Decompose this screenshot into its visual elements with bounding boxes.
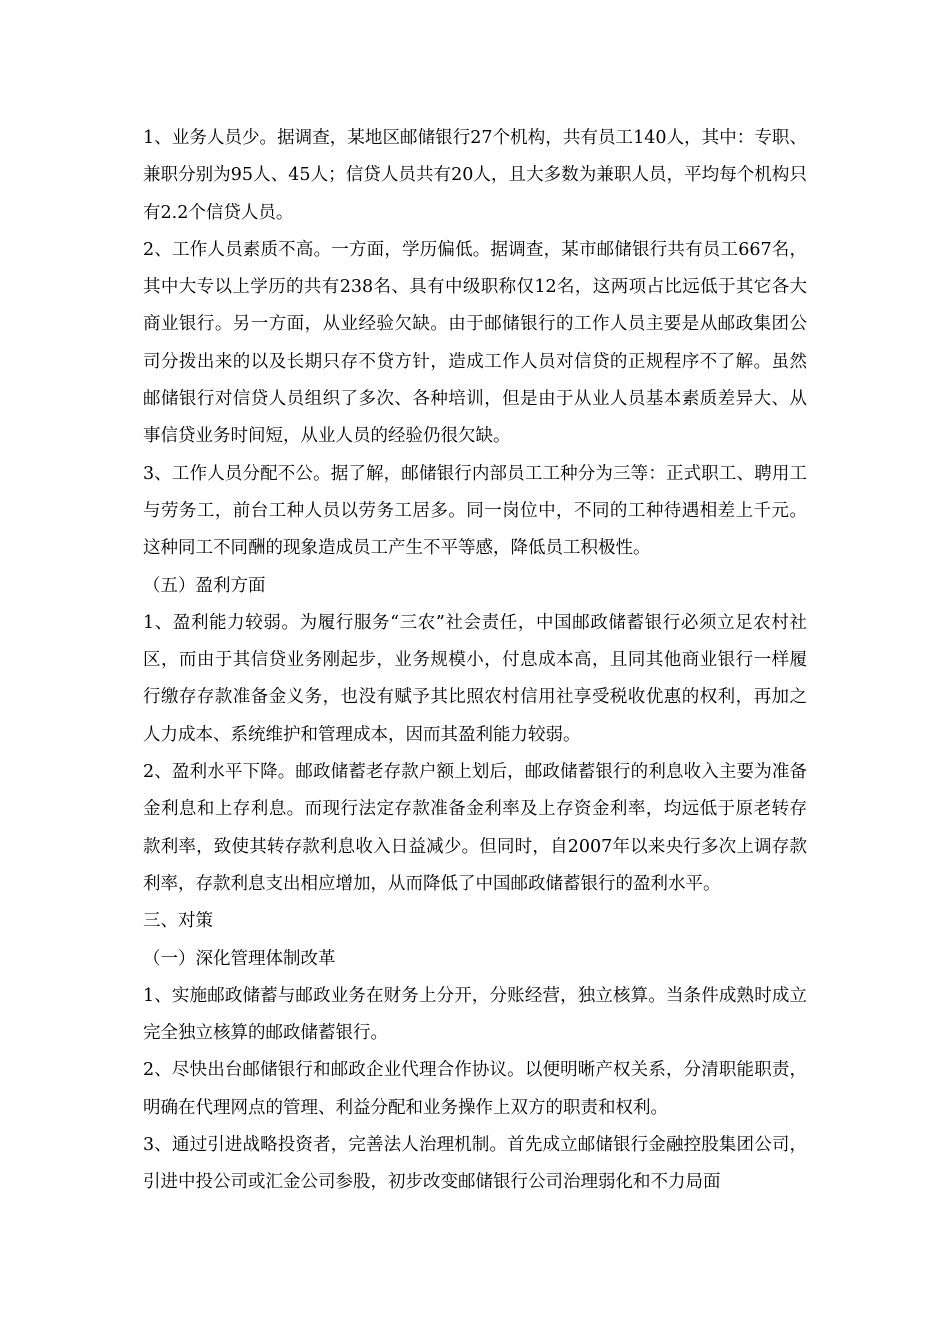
paragraph-agency-agreement: 2、尽快出台邮储银行和邮政企业代理合作协议。以便明晰产权关系，分清职能职责，明确在代理网点的管理、利益分配和业务操作上双方的职责和权利。 [143,1060,807,1118]
paragraph-profit-level: 2、盈利水平下降。邮政储蓄老存款户额上划后，邮政储蓄银行的利息收入主要为准备金利息和上存利息。而现行法定存款准备金利率及上存资金利率，均远低于原老转存款利率，致使其转存款利息收入日益减少。但同时，自2007年以来央行多次上调存款利率，存款利息支出相应增加，从而降低了中国邮政储蓄银行的盈利水平。 [143,762,807,894]
section-heading-countermeasures: 三、对策 [143,911,213,932]
paragraph-strategic-investors: 3、通过引进战略投资者，完善法人治理机制。首先成立邮储银行金融控股集团公司，引进中投公司或汇金公司参股，初步改变邮储银行公司治理弱化和不力局面 [143,1135,807,1193]
section-heading-profit: （五）盈利方面 [143,575,266,596]
paragraph-profit-ability: 1、盈利能力较弱。为履行服务“三农”社会责任，中国邮政储蓄银行必须立足农村社区，而由于其信贷业务刚起步，业务规模小，付息成本高，且同其他商业银行一样履行缴存存款准备金义务，也没有赋予其比照农村信用社享受税收优惠的权利，再加之人力成本、系统维护和管理成本，因而其盈利能力较弱。 [143,612,807,745]
paragraph-staff-allocation: 3、工作人员分配不公。据了解，邮储银行内部员工工种分为三等：正式职工、聘用工与劳务工，前台工种人员以劳务工居多。同一岗位中，不同的工种待遇相差上千元。这种同工不同酬的现象造成员工产生不平等感，降低员工积极性。 [143,463,807,559]
paragraph-staff-quality: 2、工作人员素质不高。一方面，学历偏低。据调查，某市邮储银行共有员工667名，其中大专以上学历的共有238名、具有中级职称仅12名，这两项占比远低于其它各大商业银行。另一方面，从业经验欠缺。由于邮储银行的工作人员主要是从邮政集团公司分拨出来的以及长期只存不贷方针，造成工作人员对信贷的正规程序不了解。虽然邮储银行对信贷人员组织了多次、各种培训，但是由于从业人员基本素质差异大、从事信贷业务时间短，从业人员的经验仍很欠缺。 [143,239,807,447]
subsection-heading-reform: （一）深化管理体制改革 [143,948,336,969]
document-body [143,120,807,1202]
paragraph-staff-shortage: 1、业务人员少。据调查，某地区邮储银行27个机构，共有员工140人，其中：专职、兼职分别为95人、45人；信贷人员共有20人，且大多数为兼职人员，平均每个机构只有2.2个信贷人员。 [143,128,807,223]
paragraph-separate-accounting: 1、实施邮政储蓄与邮政业务在财务上分开，分账经营，独立核算。当条件成熟时成立完全独立核算的邮政储蓄银行。 [143,985,807,1044]
